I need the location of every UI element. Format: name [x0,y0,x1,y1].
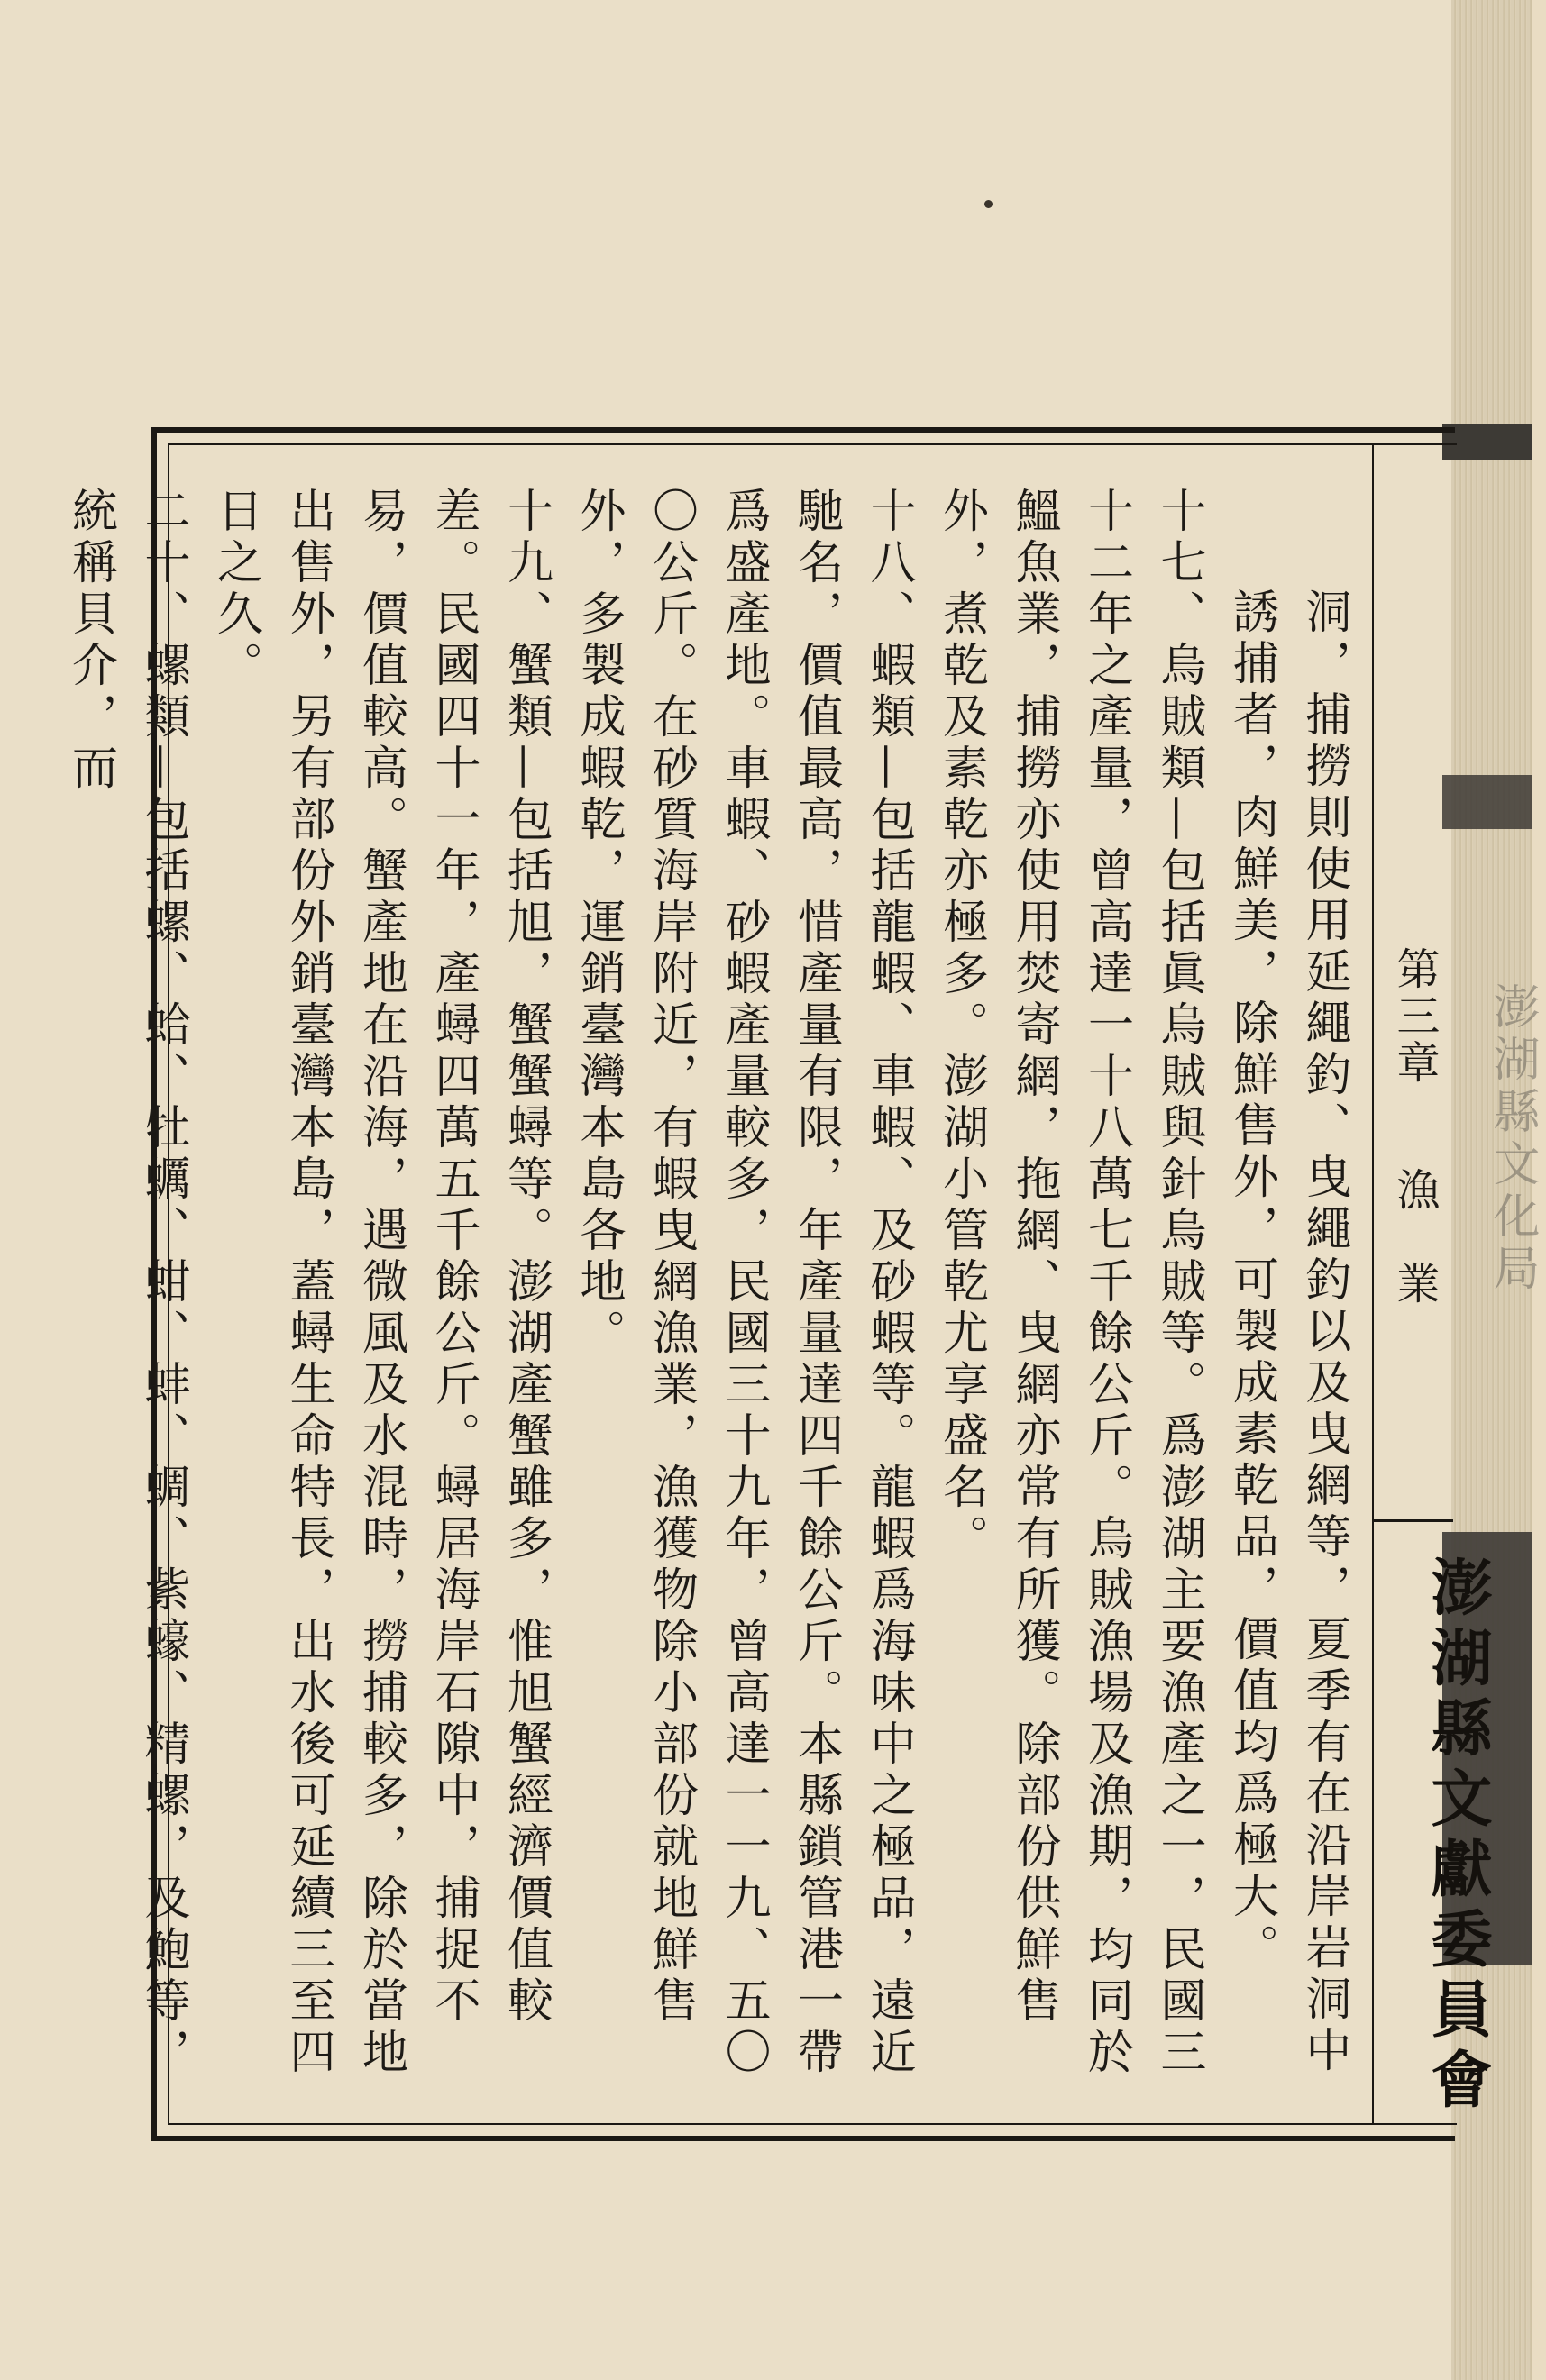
paragraph-crab: 十九、蟹類—包括旭，蟹蟹蟳等。澎湖產蟹雖多，惟旭蟹經濟價值較差。民國四十一年，產蟳四萬五千餘公斤。蟳居海岸石隙中，捕捉不易，價值較高。蟹產地在沿海，遇微風及水混時，撈捕較多，除於當地出售外，另有部份外銷臺灣本島，蓋蟳生命特長，出水後可延續三至四日之久。 [208,487,553,2079]
chapter-title: 漁 業 [1389,1167,1440,1309]
paragraph-continuation: 洞，捕撈則使用延繩釣、曳繩釣以及曳網等，夏季有在沿岸岩洞中誘捕者，肉鮮美，除鮮售外，可製成素乾品，價值均爲極大。 [1224,588,1350,2077]
ink-speck [984,200,993,208]
edge-stamp: 澎湖縣文化局 [1485,982,1539,1296]
separator-rule [1372,1519,1453,1522]
paragraph-squid: 十七、烏賊類—包括眞烏賊與針烏賊等。爲澎湖主要漁產之一，民國三十二年之產量，曾高達一十八萬七千餘公斤。烏賊漁場及漁期，均同於鰮魚業，捕撈亦使用焚寄網，拖網、曳網亦常有所獲。除部份供鮮售外，煮乾及素乾亦極多。澎湖小管乾尤享盛名。 [934,487,1205,2079]
publisher-name: 澎湖縣文獻委員會 [1421,1555,1493,2118]
margin-rule [1372,443,1374,2125]
chapter-number: 第三章 [1389,946,1440,1087]
body-text [63,487,1359,2109]
running-head [1384,946,1446,1308]
paragraph-shellfish: 二十、螺類—包括螺、蛤、牡蠣、蚶、蚌、蜩、紫蠔、精螺，及鮑等，統稱貝介，而 [63,487,189,2079]
paragraph-shrimp: 十八、蝦類—包括龍蝦、車蝦、及砂蝦等。龍蝦爲海味中之極品，遠近馳名，價值最高，惜產量有限，年產量達四千餘公斤。本縣鎖管港一帶爲盛產地。車蝦、砂蝦產量較多，民國三十九年，曾高達一一九、五〇〇公斤。在砂質海岸附近，有蝦曳網漁業，漁獲物除小部份就地鮮售外，多製成蝦乾，運銷臺灣本島各地。 [572,487,915,2079]
